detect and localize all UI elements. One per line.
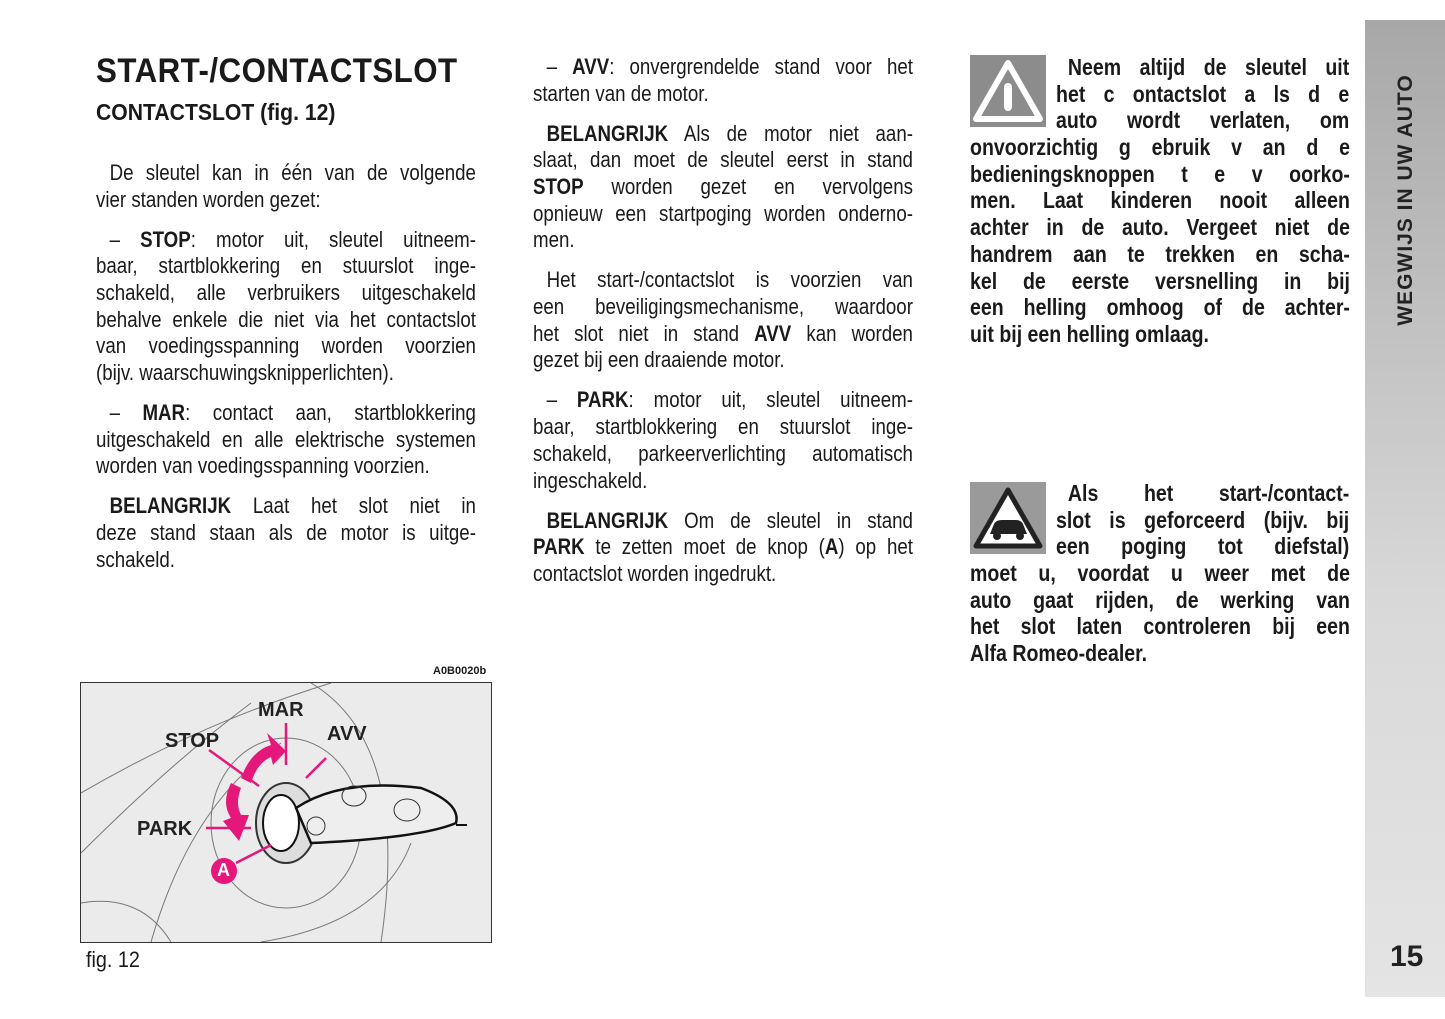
warning-text-line: Als het start-/contact- — [1067, 480, 1350, 506]
text-line — [96, 520, 476, 547]
paragraph — [96, 227, 476, 387]
warning-text-line: het c ontactslot a ls d e — [1056, 80, 1350, 107]
label-mar: MAR — [258, 699, 304, 721]
text-line — [96, 253, 476, 280]
warning-text-line: auto gaat rijden, de werking van — [970, 586, 1350, 613]
section-label: WEGWIJS IN UW AUTO — [1394, 74, 1417, 326]
text-line — [533, 54, 913, 81]
bold-term: STOP — [533, 174, 584, 200]
text-segment: : contact aan, startblokkering — [185, 400, 476, 426]
text-segment: : onvergrendelde stand voor het — [609, 54, 913, 79]
bold-term: BELANGRIJK — [109, 493, 232, 519]
paragraph — [96, 400, 476, 480]
text-line — [533, 174, 913, 201]
text-line — [96, 453, 476, 480]
text-line — [96, 160, 476, 187]
paragraph — [533, 508, 913, 588]
text-segment: ) op het — [838, 534, 913, 560]
paragraph — [96, 160, 476, 213]
text-segment: – — [109, 400, 143, 426]
warning-text-line: moet u, voordat u weer met de — [970, 560, 1350, 587]
text-segment: baar, startblokkering en stuurslot inge- — [533, 414, 913, 440]
warning-block-2 — [970, 480, 1350, 667]
warning-text-line: een helling omhoog of de achter- — [970, 294, 1350, 321]
text-segment: worden van voedingsspanning voorzien. — [96, 453, 430, 479]
warning-text-line: onvoorzichtig g ebruik v an d e — [970, 134, 1350, 161]
text-segment: baar, startblokkering en stuurslot inge- — [96, 253, 476, 279]
text-line — [96, 400, 476, 427]
text-segment: Het start-/contactslot is voorzien van — [546, 267, 913, 293]
text-segment: ingeschakeld. — [533, 467, 648, 493]
left-column — [96, 52, 476, 587]
warning-text-line: slot is geforceerd (bijv. bij — [1056, 506, 1350, 533]
text-segment: vier standen worden gezet: — [96, 186, 321, 212]
warning-text-line: uit bij een helling omlaag. — [970, 320, 1209, 347]
text-segment: worden gezet en vervolgens — [583, 174, 913, 200]
text-segment: schakeld, parkeerverlichting automatisch — [533, 440, 913, 466]
bold-term: AVV — [572, 54, 610, 79]
text-line — [96, 427, 476, 454]
text-segment: schakeld, alle verbruikers uitgeschakeld — [96, 280, 476, 306]
page-number: 15 — [1390, 940, 1424, 973]
text-line — [96, 307, 476, 334]
text-line — [533, 267, 913, 294]
paragraph — [533, 387, 913, 494]
text-line — [96, 547, 476, 574]
text-segment: van voedingsspanning worden voorzien — [96, 333, 476, 359]
text-segment: te zetten moet de knop ( — [584, 534, 825, 560]
figure-code: A0B0020b — [433, 665, 487, 677]
paragraph — [533, 267, 913, 374]
text-line — [533, 347, 913, 374]
paragraph — [533, 54, 913, 107]
text-line — [533, 468, 913, 495]
text-line — [533, 321, 913, 348]
text-line — [96, 493, 476, 520]
text-segment: uitgeschakeld en alle elektrische systemen — [96, 426, 476, 452]
text-line — [96, 227, 476, 254]
text-line — [533, 227, 913, 254]
text-segment: De sleutel kan in één van de volgende — [109, 160, 476, 185]
text-line — [533, 561, 913, 588]
bold-term: PARK — [576, 387, 629, 413]
bold-term: MAR — [142, 400, 186, 426]
text-segment: : motor uit, sleutel uitneem- — [628, 387, 913, 413]
text-line — [96, 360, 476, 387]
text-line — [533, 534, 913, 561]
text-segment: : motor uit, sleutel uitneem- — [190, 226, 476, 252]
text-line — [533, 508, 913, 535]
text-line — [96, 333, 476, 360]
warning-text-line: auto wordt verlaten, om — [1056, 107, 1350, 134]
text-segment: behalve enkele die niet via het contactslot — [96, 306, 476, 332]
bold-term: BELANGRIJK — [546, 507, 669, 533]
label-stop: STOP — [165, 730, 220, 752]
text-line — [533, 441, 913, 468]
bold-term: A — [824, 534, 839, 560]
warning-text-line: Neem altijd de sleutel uit — [1067, 54, 1350, 80]
figure-caption: fig. 12 — [86, 947, 140, 972]
text-segment: deze stand staan als de motor is uitge- — [96, 520, 476, 546]
text-segment: slaat, dan moet de sleutel eerst in stand — [533, 147, 913, 173]
warning-text-line: handrem aan te trekken en scha- — [970, 240, 1350, 267]
warning-text-line: bedieningsknoppen t e v oorko- — [970, 160, 1350, 187]
text-line — [533, 414, 913, 441]
warning-text-line: kel de eerste versnelling in bij — [970, 267, 1350, 294]
label-a: A — [217, 860, 230, 880]
text-segment: contactslot worden ingedrukt. — [533, 560, 777, 586]
warning-text-line: het slot laten controleren bij een — [970, 613, 1350, 640]
text-segment: Laat het slot niet in — [231, 493, 476, 519]
text-line — [533, 147, 913, 174]
warning-triangle-icon — [970, 55, 1046, 127]
middle-column — [533, 54, 913, 601]
page-title: START-/CONTACTSLOT — [96, 52, 458, 90]
section-subtitle: CONTACTSLOT (fig. 12) — [96, 99, 336, 125]
label-avv: AVV — [327, 723, 367, 745]
label-park: PARK — [137, 818, 193, 840]
text-segment: het slot niet in stand — [533, 320, 755, 346]
warning-text-line: Alfa Romeo-dealer. — [970, 640, 1148, 667]
warning-block-1 — [970, 54, 1350, 348]
text-segment: schakeld. — [96, 546, 176, 572]
text-segment: – — [546, 387, 577, 413]
text-line — [96, 280, 476, 307]
text-segment: starten van de motor. — [533, 80, 709, 106]
text-line — [96, 187, 476, 214]
text-segment: men. — [533, 227, 575, 253]
warning-text-line: achter in de auto. Vergeet niet de — [970, 214, 1350, 241]
text-line — [533, 121, 913, 148]
text-segment: Als de motor niet aan- — [668, 120, 913, 146]
text-line — [533, 81, 913, 108]
bold-term: AVV — [754, 320, 792, 346]
ignition-figure — [80, 682, 492, 943]
text-segment: opnieuw een startpoging worden onderno- — [533, 200, 913, 226]
text-segment: (bijv. waarschuwingsknipperlichten). — [96, 360, 394, 386]
bold-term: BELANGRIJK — [546, 120, 669, 146]
text-segment: Om de sleutel in stand — [668, 507, 913, 533]
text-segment: gezet bij een draaiende motor. — [533, 347, 785, 373]
car-warning-icon — [970, 482, 1046, 554]
text-line — [533, 201, 913, 228]
text-line — [533, 294, 913, 321]
text-segment: een beveiligingsmechanisme, waardoor — [533, 294, 913, 320]
text-segment: – — [546, 54, 573, 79]
paragraph — [96, 493, 476, 573]
warning-text-line: een poging tot diefstal) — [1056, 533, 1350, 560]
text-segment: – — [109, 226, 141, 252]
bold-term: STOP — [140, 226, 191, 252]
warning-text-line: men. Laat kinderen nooit alleen — [970, 187, 1350, 214]
bold-term: PARK — [533, 534, 585, 560]
paragraph — [533, 121, 913, 254]
text-segment: kan worden — [791, 320, 913, 346]
text-line — [533, 387, 913, 414]
